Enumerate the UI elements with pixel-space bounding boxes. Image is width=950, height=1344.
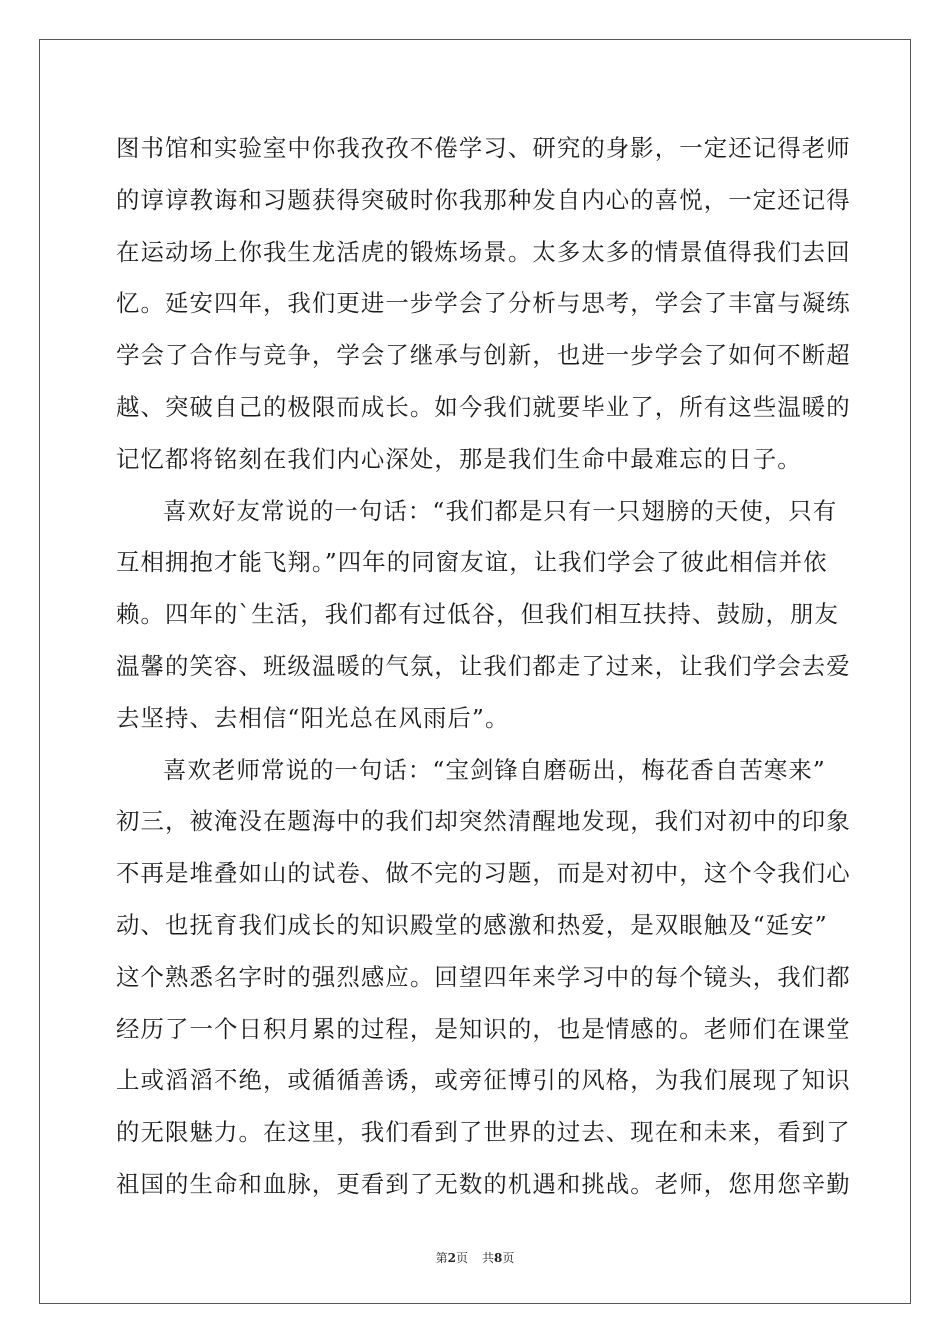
total-pages-prefix: 共 — [482, 1251, 495, 1265]
text-line: 温馨的笑容、班级温暖的气氛，让我们都走了过来，让我们学会去爱 — [116, 651, 851, 680]
text-line: 越、突破自己的极限而成长。如今我们就要毕业了，所有这些温暖的 — [116, 392, 851, 421]
text-line: 学会了合作与竞争，学会了继承与创新，也进一步学会了如何不断超 — [116, 341, 851, 370]
text-line: 赖。四年的`生活，我们都有过低谷，但我们相互扶持、鼓励，朋友 — [116, 600, 840, 629]
text-line: 互相拥抱才能飞翔。”四年的同窗友谊，让我们学会了彼此相信并依 — [116, 548, 828, 577]
text-line: 去坚持、去相信“阳光总在风雨后”。 — [116, 703, 510, 732]
text-line: 记忆都将铭刻在我们内心深处，那是我们生命中最难忘的日子。 — [116, 444, 802, 473]
page-number-suffix: 页 — [455, 1251, 468, 1265]
text-line: 在运动场上你我生龙活虎的锻炼场景。太多太多的情景值得我们去回 — [116, 237, 851, 266]
text-line: 上或滔滔不绝，或循循善诱，或旁征博引的风格，为我们展现了知识 — [116, 1066, 851, 1095]
current-page-number: 2 — [447, 1251, 456, 1265]
text-line: 经历了一个日积月累的过程，是知识的，也是情感的。老师们在课堂 — [116, 1014, 851, 1043]
text-line: 的无限魅力。在这里，我们看到了世界的过去、现在和未来，看到了 — [116, 1118, 851, 1147]
total-page-count: 8 — [494, 1251, 503, 1265]
text-line: 这个熟悉名字时的强烈感应。回望四年来学习中的每个镜头，我们都 — [116, 962, 851, 991]
page-number-prefix: 第 — [435, 1251, 448, 1265]
text-line: 忆。延安四年，我们更进一步学会了分析与思考，学会了丰富与凝练 — [116, 289, 851, 318]
total-pages-suffix: 页 — [502, 1251, 515, 1265]
text-line: 不再是堆叠如山的试卷、做不完的习题，而是对初中，这个令我们心 — [116, 859, 851, 888]
page-footer — [0, 1249, 950, 1266]
text-line: 动、也抚育我们成长的知识殿堂的感激和热爱，是双眼触及“延安” — [116, 910, 828, 939]
document-body — [116, 123, 851, 1211]
text-line: 的谆谆教诲和习题获得突破时你我那种发自内心的喜悦，一定还记得 — [116, 185, 851, 214]
text-line: 图书馆和实验室中你我孜孜不倦学习、研究的身影，一定还记得老师 — [116, 134, 851, 162]
paragraph-start-line: 喜欢好友常说的一句话：“我们都是只有一只翅膀的天使，只有 — [163, 496, 838, 525]
text-line: 祖国的生命和血脉，更看到了无数的机遇和挑战。老师，您用您辛勤 — [116, 1169, 851, 1198]
paragraph-start-line: 喜欢老师常说的一句话：“宝剑锋自磨砺出，梅花香自苦寒来” — [163, 755, 826, 784]
text-line: 初三，被淹没在题海中的我们却突然清醒地发现，我们对初中的印象 — [116, 807, 851, 836]
